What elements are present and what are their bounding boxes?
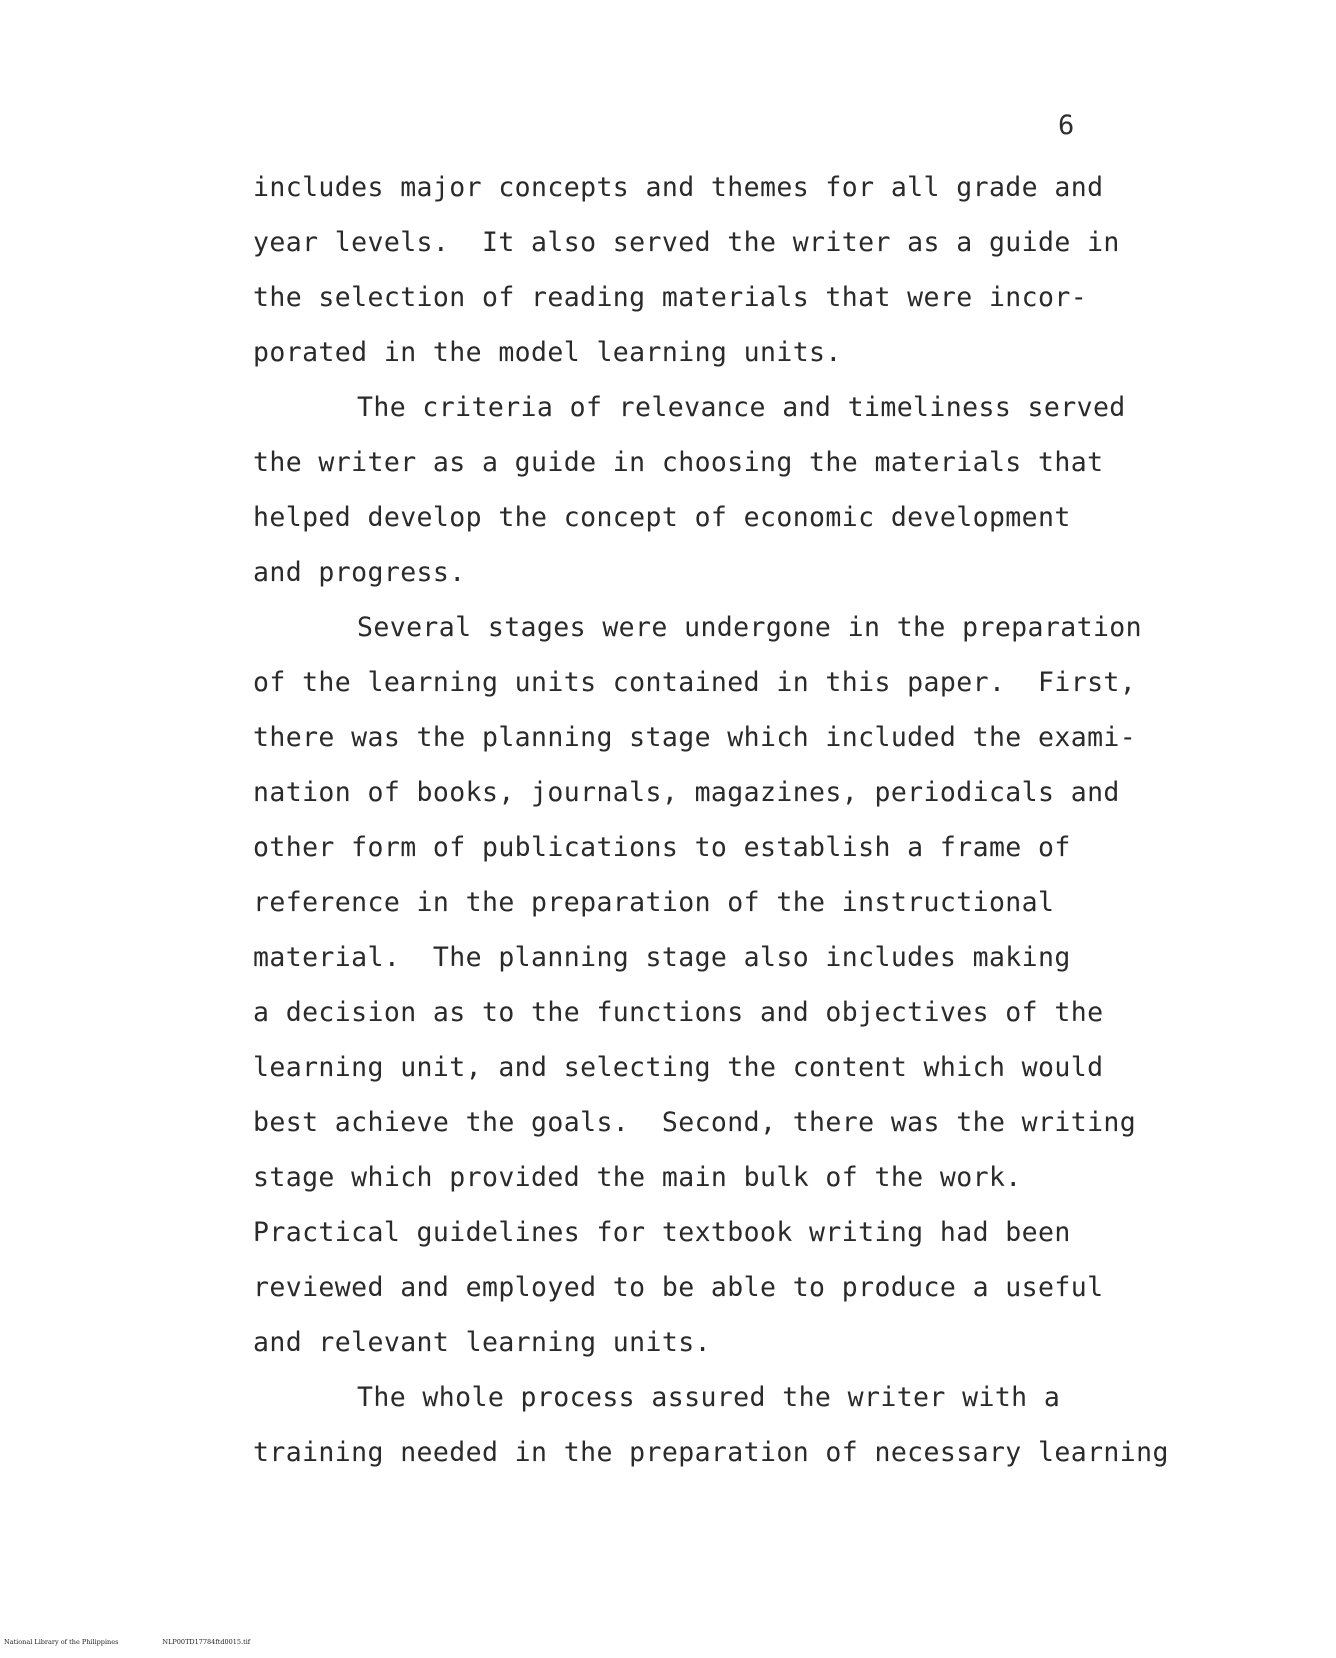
text-line: the selection of reading materials that were incor- (253, 282, 1088, 313)
scan-footer (4, 1638, 294, 1646)
text-line: porated in the model learning units. (253, 337, 842, 368)
paragraph-2 (253, 380, 1253, 600)
text-line: of the learning units contained in this paper. First, (253, 667, 1137, 698)
text-line: reviewed and employed to be able to produce a useful (253, 1272, 1104, 1303)
text-line: a decision as to the functions and objectives of the (253, 997, 1104, 1028)
text-line: reference in the preparation of the instructional (253, 887, 1055, 918)
paragraph-4 (253, 1370, 1253, 1480)
text-line: other form of publications to establish a frame of (253, 832, 1071, 863)
paragraph-3 (253, 600, 1253, 1370)
text-line: there was the planning stage which included the exami- (253, 722, 1137, 753)
page-number: 6 (1058, 110, 1075, 141)
text-line: and relevant learning units. (253, 1327, 711, 1358)
text-line: The criteria of relevance and timeliness served (357, 392, 1126, 423)
text-line: includes major concepts and themes for all grade and (253, 172, 1104, 203)
paragraph-1 (253, 160, 1253, 380)
footer-institution: National Library of the Philippines (4, 1638, 119, 1646)
text-line: stage which provided the main bulk of the work. (253, 1162, 1022, 1193)
text-line: material. The planning stage also includes making (253, 942, 1071, 973)
text-line: and progress. (253, 557, 466, 588)
text-line: learning unit, and selecting the content which would (253, 1052, 1104, 1083)
footer-file-id: NLP00TD17784ftd0015.tif (162, 1638, 251, 1646)
text-line: best achieve the goals. Second, there was the writing (253, 1107, 1137, 1138)
text-line: training needed in the preparation of necessary learning (253, 1437, 1169, 1468)
text-line: the writer as a guide in choosing the materials that (253, 447, 1104, 478)
text-line: Practical guidelines for textbook writing had been (253, 1217, 1071, 1248)
text-line: year levels. It also served the writer as a guide in (253, 227, 1120, 258)
text-line: The whole process assured the writer with a (357, 1382, 1061, 1413)
text-line: Several stages were undergone in the preparation (357, 612, 1143, 643)
text-line: nation of books, journals, magazines, periodicals and (253, 777, 1120, 808)
text-line: helped develop the concept of economic development (253, 502, 1071, 533)
body-text (253, 160, 1253, 1480)
